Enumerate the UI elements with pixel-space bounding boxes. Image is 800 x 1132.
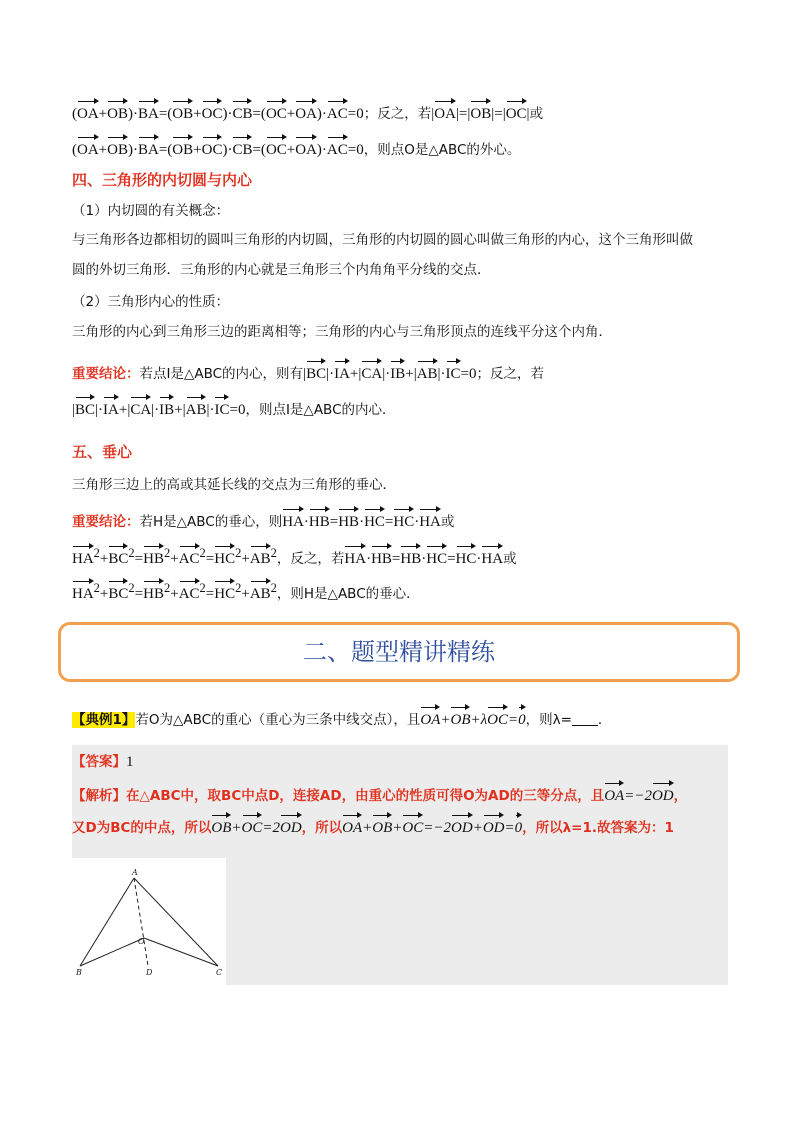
analysis-text2b: ，所以 [301, 820, 343, 836]
incenter-formula-2: |BC|·IA+|CA|·IB+|AB|·IC=0 [72, 402, 245, 418]
label-o: O [138, 937, 145, 946]
label-a: A [132, 868, 138, 877]
circumcenter-condition: |OA|=|OB|=|OC| [431, 106, 529, 122]
section5-conclusion-text1: 若H是△ABC的垂心，则 [139, 514, 283, 530]
edge-ab [80, 878, 134, 966]
analysis-line2 [72, 814, 732, 838]
example1-text2: ，则λ= [525, 712, 572, 728]
circumcenter-text-2: ，则点O是△ABC的外心。 [363, 142, 521, 158]
segment-co [144, 938, 218, 966]
section4-conclusion-text1: 若点I是△ABC的内心，则有 [139, 366, 304, 382]
analysis-text2c: ，所以λ=1.故答案为：1 [522, 820, 674, 836]
circumcenter-formula-1: (OA+OB)·BA=(OB+OC)·CB=(OC+OA)·AC=0 [72, 106, 364, 122]
median-ad [134, 878, 148, 966]
section4-sub2: （2）三角形内心的性质： [72, 294, 230, 310]
orthocenter-formula-1: HA·HB=HB·HC=HC·HA [282, 514, 441, 530]
analysis-formula-0: OA=−2OD [604, 788, 673, 804]
answer-blank [572, 711, 598, 726]
example1-text1: 若O为△ABC的重心（重心为三条中线交点），且 [135, 712, 421, 728]
analysis-formula-2: OA+OB+OC=−2OD+OD=0 [342, 820, 522, 836]
incenter-formula-1: |BC|·IA+|CA|·IB+|AB|·IC=0 [303, 366, 476, 382]
section4-conclusion-text3: ，则点I是△ABC的内心． [245, 402, 396, 418]
circumcenter-formula-2: (OA+OB)·BA=(OB+OC)·CB=(OC+OA)·AC=0 [72, 142, 364, 158]
section5-conclusion-label: 重要结论： [72, 514, 140, 530]
section4-sub1: （1）内切圆的有关概念： [72, 203, 230, 219]
section4-conclusion-text2: ；反之，若 [476, 366, 545, 382]
section5-conclusion-text2: ，反之，若 [276, 551, 345, 567]
triangle-diagram [72, 858, 226, 985]
example1-line [72, 706, 732, 730]
orthocenter-formula-3: HA·HB=HB·HC=HC·HA [344, 551, 503, 567]
section-banner: 二、题型精讲精练 [58, 622, 740, 682]
section5-or-2: 或 [503, 551, 517, 567]
section5-or-1: 或 [440, 514, 455, 530]
example1-end: ． [597, 712, 612, 728]
section5-conclusion-line1 [72, 508, 732, 532]
section4-conclusion-line1 [72, 360, 732, 384]
analysis-label: 【解析】 [72, 788, 126, 804]
section5-conclusion-line2 [72, 543, 732, 569]
label-b: B [76, 968, 82, 977]
circumcenter-line-1 [72, 100, 732, 124]
section5-title: 五、垂心 [72, 443, 133, 461]
segment-bo [80, 938, 144, 966]
triangle-figure [72, 858, 226, 985]
answer-label: 【答案】 [72, 754, 126, 770]
section4-p2: 三角形的内心到三角形三边的距离相等；三角形的内心与三角形顶点的连线平分这个内角． [72, 324, 612, 340]
section4-p1-line2: 圆的外切三角形．三角形的内心就是三角形三个内角角平分线的交点． [72, 262, 491, 278]
section4-title: 四、三角形的内切圆与内心 [72, 171, 253, 189]
section4-conclusion-label: 重要结论： [72, 366, 140, 382]
example1-formula: OA+OB+λOC=0 [420, 712, 525, 728]
answer-value: 1 [126, 754, 134, 770]
answer-line [72, 752, 732, 772]
orthocenter-formula-4: $HA^2+BC^2=HB^2+AC^2=HC^2+AB^2$ [72, 581, 277, 602]
section5-conclusion-text3: ，则H是△ABC的垂心． [276, 586, 420, 602]
section4-conclusion-line2 [72, 396, 732, 420]
circumcenter-or: 或 [529, 106, 544, 122]
circumcenter-line-2 [72, 136, 732, 160]
example1-tag: 【典例1】 [72, 712, 136, 728]
section5-conclusion-line3 [72, 578, 732, 604]
section5-p1: 三角形三边上的高或其延长线的交点为三角形的垂心． [72, 477, 396, 493]
analysis-text2a: 又D为BC的中点，所以 [72, 820, 212, 836]
edge-ac [134, 878, 218, 966]
label-d: D [146, 968, 153, 977]
label-c: C [216, 968, 223, 977]
analysis-text1a: 在△ABC中，取BC中点D，连接AD，由重心的性质可得O为AD的三等分点，且 [126, 788, 605, 804]
orthocenter-formula-2: $HA^2+BC^2=HB^2+AC^2=HC^2+AB^2$ [72, 546, 277, 567]
analysis-line1: 【解析】在△ABC中，取BC中点D，连接AD，由重心的性质可得O为AD的三等分点，且OA=−2OD， [72, 782, 732, 806]
analysis-formula-1: OB+OC=2OD [211, 820, 301, 836]
section4-p1-line1: 与三角形各边都相切的圆叫三角形的内切圆，三角形的内切圆的圆心叫做三角形的内心，这个三角形叫做 [72, 232, 693, 248]
circumcenter-text-1: ；反之，若 [363, 106, 432, 122]
